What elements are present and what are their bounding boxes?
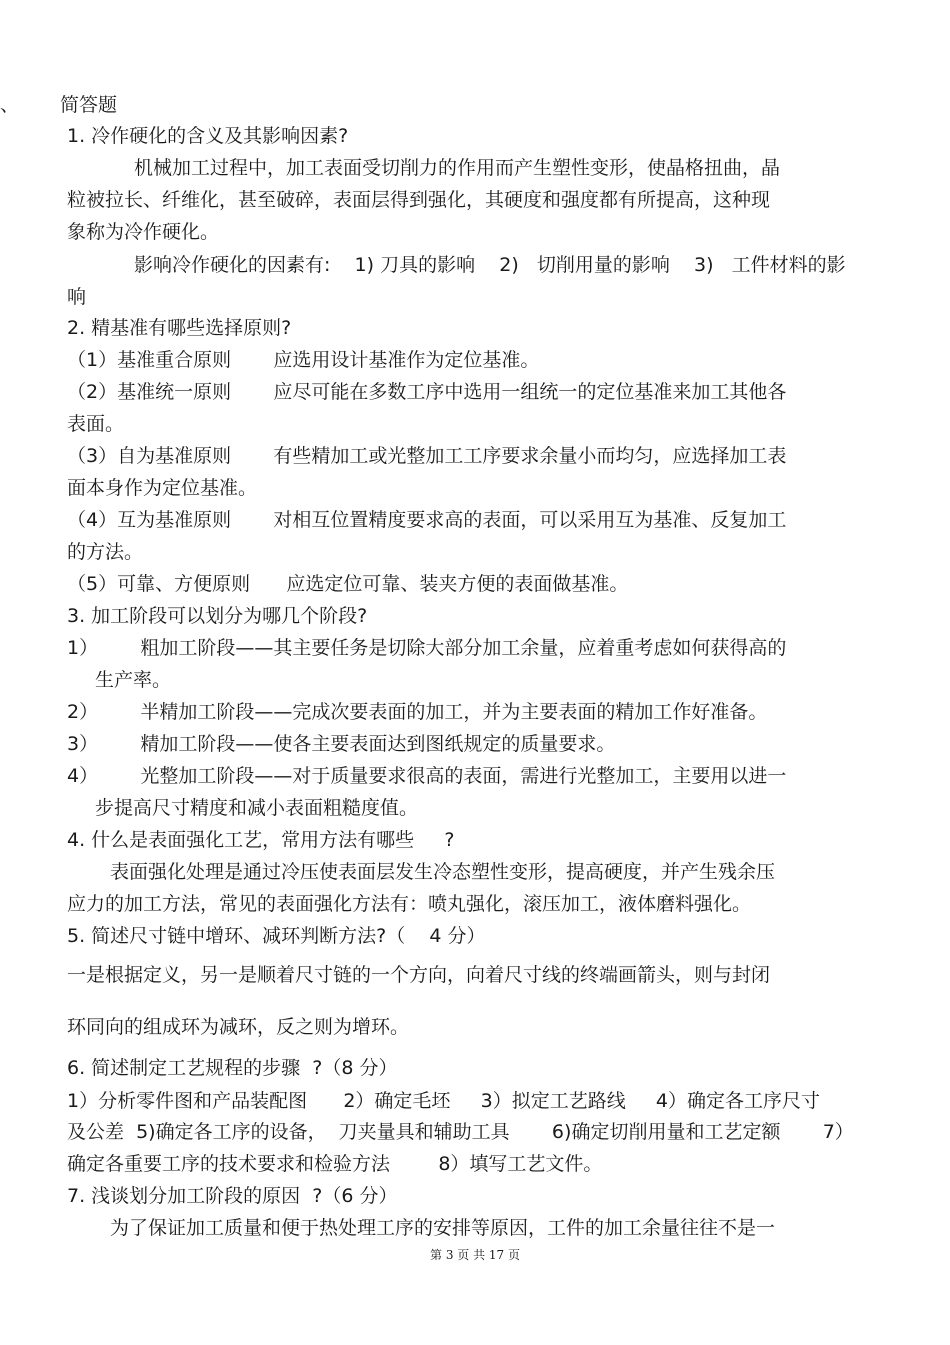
answer-6-line-1: 1）分析零件图和产品装配图 2）确定毛坯 3）拟定工艺路线 4）确定各工序尺寸 — [67, 1090, 820, 1112]
answer-2-line-1: （1）基准重合原则 应选用设计基准作为定位基准。 — [67, 349, 540, 371]
answer-6-line-3: 确定各重要工序的技术要求和检验方法 8）填写工艺文件。 — [67, 1153, 603, 1175]
question-2-heading: 2. 精基准有哪些选择原则? — [67, 317, 292, 339]
question-3-heading: 3. 加工阶段可以划分为哪几个阶段? — [67, 605, 368, 627]
answer-3-line-5: 4） 光整加工阶段——对于质量要求很高的表面，需进行光整加工，主要用以进一 — [67, 765, 787, 787]
answer-3-line-3: 2） 半精加工阶段——完成次要表面的加工，并为主要表面的精加工作好准备。 — [67, 701, 768, 723]
answer-2-line-4: （3）自为基准原则 有些精加工或光整加工工序要求余量小而均匀，应选择加工表 — [67, 445, 787, 467]
question-7-heading: 7. 浅谈划分加工阶段的原因 ?（6 分） — [67, 1185, 398, 1207]
answer-1-line-3: 象称为冷作硬化。 — [67, 221, 220, 243]
answer-5-line-1: 一是根据定义，另一是顺着尺寸链的一个方向，向着尺寸线的终端画箭头，则与封闭 — [67, 964, 771, 986]
question-6-heading: 6. 简述制定工艺规程的步骤 ?（8 分） — [67, 1057, 398, 1079]
answer-2-line-2: （2）基准统一原则 应尽可能在多数工序中选用一组统一的定位基准来加工其他各 — [67, 381, 787, 403]
answer-2-line-3: 表面。 — [67, 413, 125, 435]
answer-3-line-6: 步提高尺寸精度和减小表面粗糙度值。 — [95, 797, 419, 819]
answer-2-line-6: （4）互为基准原则 对相互位置精度要求高的表面，可以采用互为基准、反复加工 — [67, 509, 787, 531]
answer-6-line-2: 及公差 5)确定各工序的设备， 刀夹量具和辅助工具 6)确定切削用量和工艺定额 7） — [67, 1121, 854, 1143]
section-title: 简答题 — [60, 94, 118, 116]
answer-4-line-1: 表面强化处理是通过冷压使表面层发生冷态塑性变形，提高硬度，并产生残余压 — [110, 861, 776, 883]
answer-5-line-2: 环同向的组成环为减环，反之则为增环。 — [67, 1016, 410, 1038]
answer-7-line-1: 为了保证加工质量和便于热处理工序的安排等原因，工件的加工余量往往不是一 — [110, 1217, 776, 1239]
answer-1-line-5: 响 — [67, 286, 87, 308]
answer-2-line-7: 的方法。 — [67, 541, 144, 563]
page-footer: 第 3 页 共 17 页 — [430, 1248, 520, 1262]
question-5-heading: 5. 简述尺寸链中增环、减环判断方法?（ 4 分） — [67, 925, 486, 947]
answer-4-line-2: 应力的加工方法，常见的表面强化方法有：喷丸强化，滚压加工，液体磨料强化。 — [67, 893, 752, 915]
answer-1-line-1: 机械加工过程中，加工表面受切削力的作用而产生塑性变形，使晶格扭曲，晶 — [134, 157, 781, 179]
answer-3-line-4: 3） 精加工阶段——使各主要表面达到图纸规定的质量要求。 — [67, 733, 616, 755]
answer-2-line-8: （5）可靠、方便原则 应选定位可靠、装夹方便的表面做基准。 — [67, 573, 629, 595]
answer-1-line-4: 影响冷作硬化的因素有: 1) 刀具的影响 2) 切削用量的影响 3) 工件材料的影 — [134, 254, 846, 276]
question-4-heading: 4. 什么是表面强化工艺，常用方法有哪些 ? — [67, 829, 455, 851]
answer-1-line-2: 粒被拉长、纤维化，甚至破碎，表面层得到强化，其硬度和强度都有所提高，这种现 — [67, 189, 771, 211]
answer-3-line-1: 1） 粗加工阶段——其主要任务是切除大部分加工余量，应着重考虑如何获得高的 — [67, 637, 787, 659]
answer-3-line-2: 生产率。 — [95, 669, 172, 691]
answer-2-line-5: 面本身作为定位基准。 — [67, 477, 258, 499]
section-marker: 、 — [0, 94, 20, 116]
question-1-heading: 1. 冷作硬化的含义及其影响因素? — [67, 125, 349, 147]
